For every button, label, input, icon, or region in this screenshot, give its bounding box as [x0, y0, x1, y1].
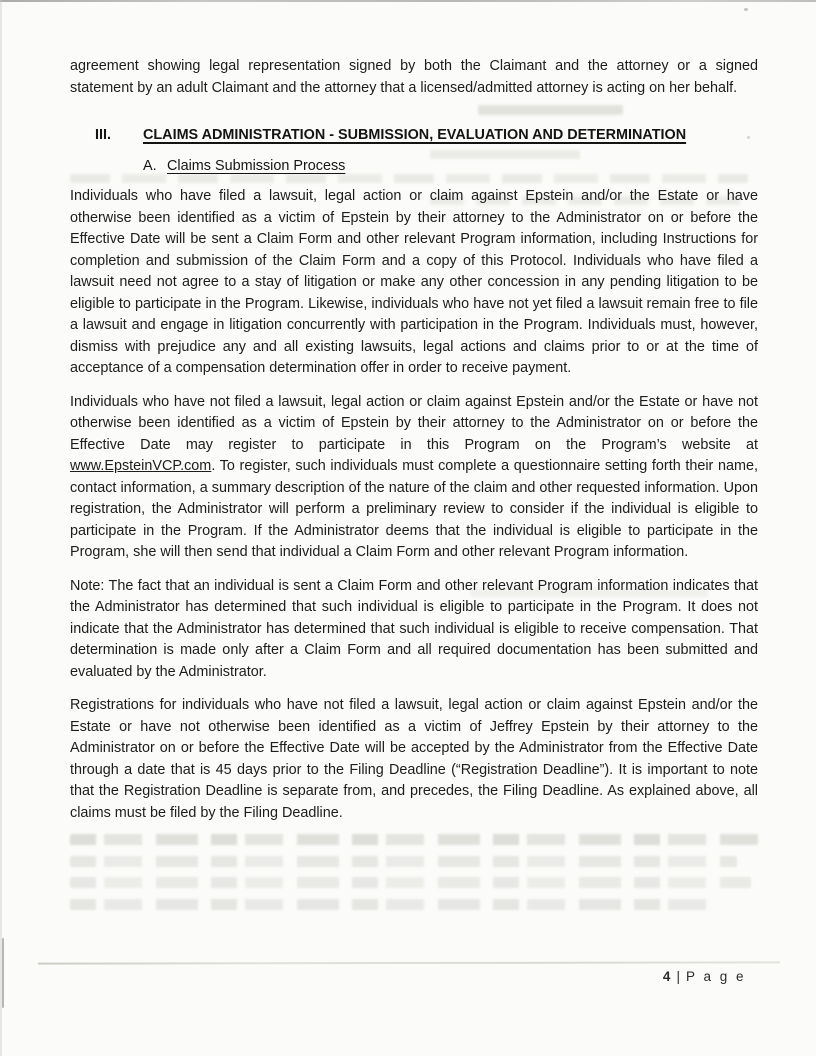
- paragraph-note: Note: The fact that an individual is sent a Claim Form and other relevant Program information indicates that the Administrator has determined that such individual is eligible to participate in the Program. It does not indicate that the Administrator has determined that such individual is eligible to receive compensation. That determination is made only after a Claim Form and all required documentation has been submitted and evaluated by the Administrator.: [70, 577, 758, 680]
- scan-speck-artifact: [744, 8, 748, 11]
- page-footer: [663, 969, 746, 984]
- paragraph-claim-form-distribution: Individuals who have filed a lawsuit, legal action or claim against Epstein and/or the Estate or have otherwise been identified as a victim of Epstein by their attorney to the Administrator on or before the Effective Date will be sent a Claim Form and other relevant Program information, including Instructions for completion and submission of the Claim Form and a copy of this Protocol. Individuals who have filed a lawsuit need not agree to a stay of litigation or make any other concession in any pending litigation to be eligible to participate in the Program. Likewise, individuals who have not yet filed a lawsuit remain free to file a lawsuit and engage in litigation concurrently with participation in the Program. Individuals must, however, dismiss with prejudice any and all existing lawsuits, legal actions and claims prior to or at the time of acceptance of a compensation determination offer in order to receive payment.: [70, 188, 758, 376]
- bleed-through-line: [70, 834, 758, 845]
- subsection-title: Claims Submission Process: [167, 157, 346, 174]
- subsection-heading: [143, 156, 758, 178]
- footer-rule-artifact: [38, 961, 780, 964]
- program-website-url: www.EpsteinVCP.com: [70, 458, 212, 474]
- section-number: III.: [95, 127, 111, 143]
- section-heading: [70, 125, 758, 147]
- subsection-letter: A.: [143, 157, 157, 174]
- paragraph-registration: [70, 392, 758, 564]
- bleed-through-line: [70, 856, 737, 867]
- footer-page-number: 4: [662, 969, 671, 984]
- registration-text-before-link: Individuals who have not filed a lawsuit, legal action or claim against Epstein and/or the Estate or have not otherwise been identified as a victim of Epstein by their attorney to the Administrator on or before the Effective Date may register to participate in this Program on the Program’s website at: [70, 393, 758, 453]
- bleed-through-line: [70, 877, 751, 888]
- registration-text-after-link: . To register, such individuals must complete a questionnaire setting forth their name, contact information, a summary description of the nature of the claim and other requested information. Upon registration, the Administrator will perform a preliminary review to consider if the individual is eligible to participate in the Program. If the Administrator deems that the individual is eligible to participate in the Program, she will then send that individual a Claim Form and other relevant Program information.: [70, 458, 758, 560]
- scan-edge-artifact-top: [0, 0, 816, 2]
- footer-page-word: P a g e: [685, 969, 746, 984]
- section-title: CLAIMS ADMINISTRATION - SUBMISSION, EVALUATION AND DETERMINATION: [143, 127, 687, 143]
- bleed-through-text-block: [70, 834, 758, 910]
- paragraph-registration-deadline: Registrations for individuals who have not filed a lawsuit, legal action or claim against Epstein and/or the Estate or have not otherwise been identified as a victim of Jeffrey Epstein by their attorney to the Administrator on or before the Effective Date will be accepted by the Administrator from the Effective Date through a date that is 45 days prior to the Filing Deadline (“Registration Deadline”). It is important to note that the Registration Deadline is separate from, and precedes, the Filing Deadline. As explained above, all claims must be filed by the Filing Deadline.: [70, 697, 758, 821]
- intro-paragraph: agreement showing legal representation signed by both the Claimant and the attorney or a signed statement by an adult Claimant and the attorney that a licensed/admitted attorney is acting on her behalf.: [70, 58, 758, 96]
- document-body: [70, 56, 758, 920]
- bleed-through-line: [70, 899, 710, 910]
- scan-edge-artifact-left-mark: [2, 938, 4, 1008]
- scan-edge-artifact-left: [0, 0, 2, 1056]
- footer-separator: |: [676, 969, 680, 984]
